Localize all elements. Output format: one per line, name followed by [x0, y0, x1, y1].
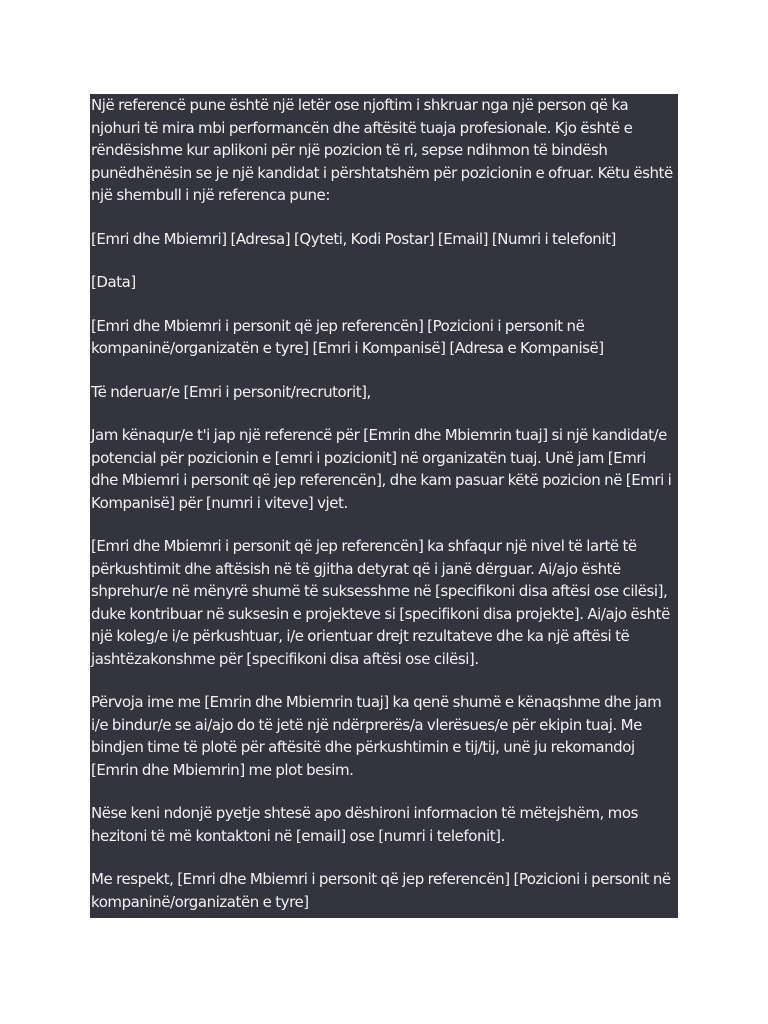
salutation: Të nderuar/e [Emri i personit/recrutorit], — [91, 382, 371, 401]
body-paragraph-1: Jam kënaqur/e t'i jap një referencë për [Emrin dhe Mbiemrin tuaj] si një kandidat/e potencial për pozicionin e [emri i pozicionit] në organizatën tuaj. Unë jam [Emri dhe Mbiemri i personit që jep referencën], dhe kam pasuar këtë pozicion në [Emri i Kompanisë] për [numri i viteve] vjet. — [91, 426, 672, 512]
body-paragraph-2: [Emri dhe Mbiemri i personit që jep referencën] ka shfaqur një nivel të lartë të përkushtimit dhe aftësish në të gjitha detyrat që i janë dërguar. Ai/ajo është shprehur/e në mënyrë shumë të suksesshme në [specifikoni disa aftësi ose cilësi], duke kontribuar në suksesin e projekteve si [specifikoni disa projekte]. Ai/ajo është një koleg/e i/e përkushtuar, i/e orientuar drejt rezultateve dhe ka një aftësi të jashtëzakonshme për [specifikoni disa aftësi ose cilësi]. — [91, 537, 670, 668]
reference-letter-block — [90, 94, 678, 918]
closing-signature: Me respekt, [Emri dhe Mbiemri i personit që jep referencën] [Pozicioni i personit në kompaninë/organizatën e tyre] — [91, 870, 671, 911]
date-placeholder: [Data] — [91, 273, 136, 291]
sender-details: [Emri dhe Mbiemri] [Adresa] [Qyteti, Kodi Postar] [Email] [Numri i telefonit] — [91, 229, 616, 248]
recipient-details: [Emri dhe Mbiemri i personit që jep referencën] [Pozicioni i personit në kompaninë/organizatën e tyre] [Emri i Kompanisë] [Adresa e Kompanisë] — [91, 316, 604, 357]
body-paragraph-3: Përvoja ime me [Emrin dhe Mbiemrin tuaj] ka qenë shumë e kënaqshme dhe jam i/e bindur/e se ai/ajo do të jetë një ndërprerës/a vlerësues/e për ekipin tuaj. Me bindjen time të plotë për aftësitë dhe përkushtimin e tij/tij, unë ju rekomandoj [Emrin dhe Mbiemrin] me plot besim. — [91, 693, 662, 779]
contact-paragraph: Nëse keni ndonjë pyetje shtesë apo dëshironi informacion të mëtejshëm, mos hezitoni të më kontaktoni në [email] ose [numri i telefonit]. — [91, 804, 638, 845]
intro-paragraph: Një referencë pune është një letër ose njoftim i shkruar nga një person që ka njohuri të mira mbi performancën dhe aftësitë tuaja profesionale. Kjo është e rëndësishme kur aplikoni për një pozicion të ri, sepse ndihmon të bindësh punëdhënësin se je një kandidat i përshtatshëm për pozicionin e ofruar. Këtu është një shembull i një referenca pune: — [91, 96, 673, 204]
